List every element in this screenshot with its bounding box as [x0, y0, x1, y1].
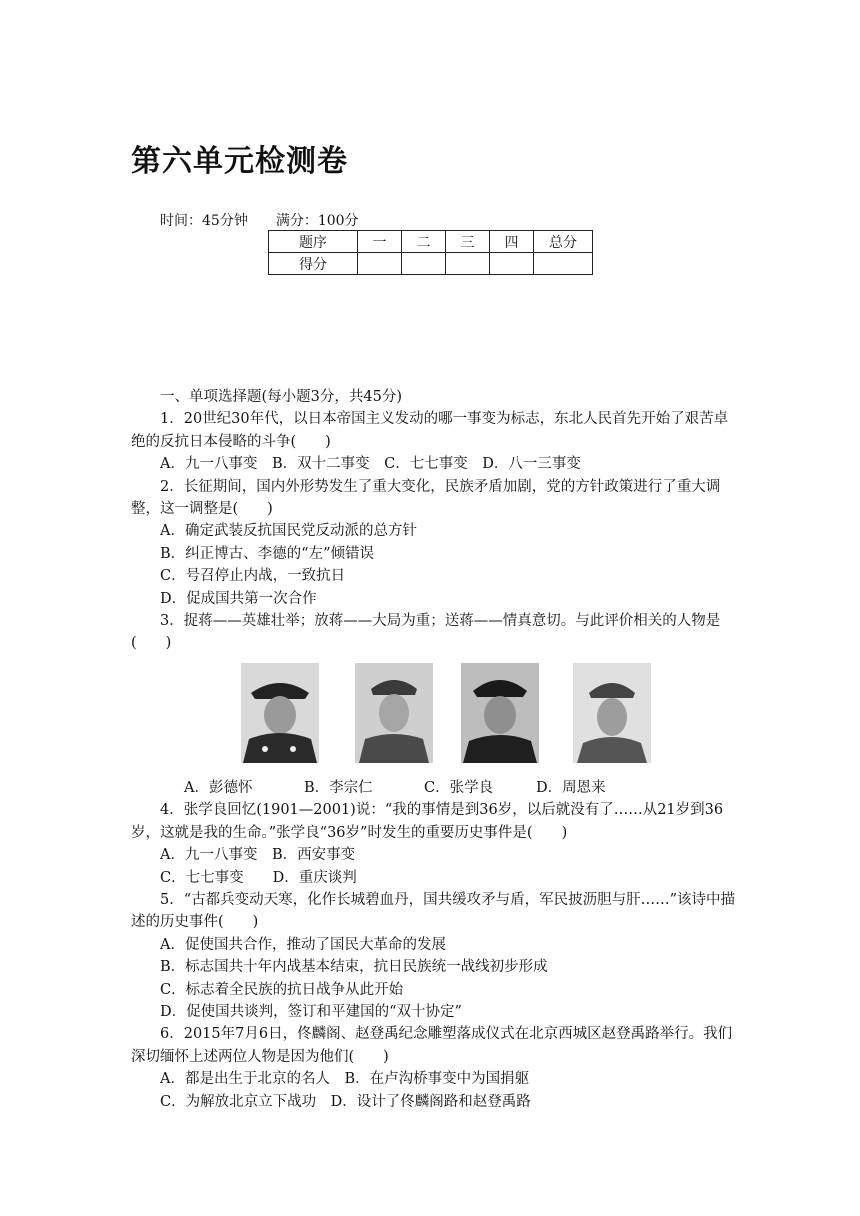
score-cell[interactable]: [490, 253, 534, 275]
question-5-option-c: C．标志着全民族的抗日战争从此开始: [160, 981, 404, 998]
section-heading: 一、单项选择题(每小题3分，共45分): [160, 389, 402, 405]
score-header-cell: 一: [358, 231, 402, 253]
question-6-options-row-1: A．都是出生于北京的名人 B．在卢沟桥事变中为国捐躯: [160, 1071, 530, 1088]
score-cell[interactable]: [534, 253, 593, 275]
question-1-options: A．九一八事变 B．双十二事变 C．七七事变 D．八一三事变: [160, 456, 581, 473]
question-2-option-a: A．确定武装反抗国民党反动派的总方针: [160, 523, 417, 540]
question-6-stem: 6．2015年7月6日，佟麟阁、赵登禹纪念雕塑落成仪式在北京西城区赵登禹路举行。我们深切缅怀上述两位人物是因为他们( ): [131, 1026, 733, 1065]
question-4-options-row-1: A．九一八事变 B．西安事变: [160, 847, 356, 864]
question-5-option-d: D．促使国共谈判，签订和平建国的“双十协定”: [160, 1003, 462, 1020]
score-header-cell: 题序: [269, 231, 358, 253]
exam-meta: [160, 210, 359, 230]
portrait-photo: [461, 663, 539, 763]
question-4-stem: 4．张学良回忆(1901—2001)说：“我的事情是到36岁，以后就没有了……从21岁到36岁，这就是我的生命。”张学良“36岁”时发生的重要历史事件是( ): [131, 802, 724, 841]
score-header-cell: 四: [490, 231, 534, 253]
question-2-option-d: D．促成国共第一次合作: [160, 590, 317, 607]
score-cell[interactable]: [358, 253, 402, 275]
question-3-option-b: B．李宗仁: [304, 779, 373, 796]
score-table-header-row: [269, 231, 593, 253]
page-title: 第六单元检测卷: [131, 144, 348, 179]
question-1-stem: 1．20世纪30年代，以日本帝国主义发动的哪一事变为标志，东北人民首先开始了艰苦卓绝的反抗日本侵略的斗争( ): [131, 411, 729, 450]
score-cell[interactable]: [402, 253, 446, 275]
time-limit: 时间：45分钟: [160, 213, 248, 229]
score-header-cell: 三: [446, 231, 490, 253]
question-3-option-d: D．周恩来: [536, 779, 606, 796]
score-row-label: 得分: [269, 253, 358, 275]
score-table-score-row: [269, 253, 593, 275]
portrait-photo: [355, 663, 433, 763]
question-2-stem: 2．长征期间，国内外形势发生了重大变化，民族矛盾加剧，党的方针政策进行了重大调整，这一调整是( ): [131, 478, 721, 518]
question-5-stem: 5．“古都兵变动天寒，化作长城碧血丹，国共缓攻矛与盾，军民披沥胆与肝……”该诗中描述的历史事件( ): [131, 891, 736, 931]
question-3-option-c: C．张学良: [424, 779, 494, 796]
question-4-options-row-2: C．七七事变 D．重庆谈判: [160, 869, 357, 886]
question-5-option-a: A．促使国共合作，推动了国民大革命的发展: [160, 936, 446, 953]
portrait-photo: [241, 663, 319, 763]
portrait-photo: [573, 663, 651, 763]
score-table: [268, 230, 593, 275]
question-6-options-row-2: C．为解放北京立下战功 D．设计了佟麟阁路和赵登禹路: [160, 1093, 531, 1110]
question-3-options: [131, 777, 737, 799]
score-header-cell: 二: [402, 231, 446, 253]
question-3-photos: [131, 661, 737, 773]
question-5-option-b: B．标志国共十年内战基本结束，抗日民族统一战线初步形成: [160, 959, 548, 976]
question-3-option-a: A．彭德怀: [184, 779, 253, 796]
question-2-option-c: C．号召停止内战，一致抗日: [160, 568, 346, 585]
questions: [131, 386, 737, 1113]
question-2-option-b: B．纠正博古、李德的“左”倾错误: [160, 545, 374, 562]
score-cell[interactable]: [446, 253, 490, 275]
full-score: 满分：100分: [275, 213, 359, 229]
score-header-cell: 总分: [534, 231, 593, 253]
question-3-stem: 3．捉蒋——英雄壮举；放蒋——大局为重；送蒋——情真意切。与此评价相关的人物是( ): [131, 613, 721, 652]
